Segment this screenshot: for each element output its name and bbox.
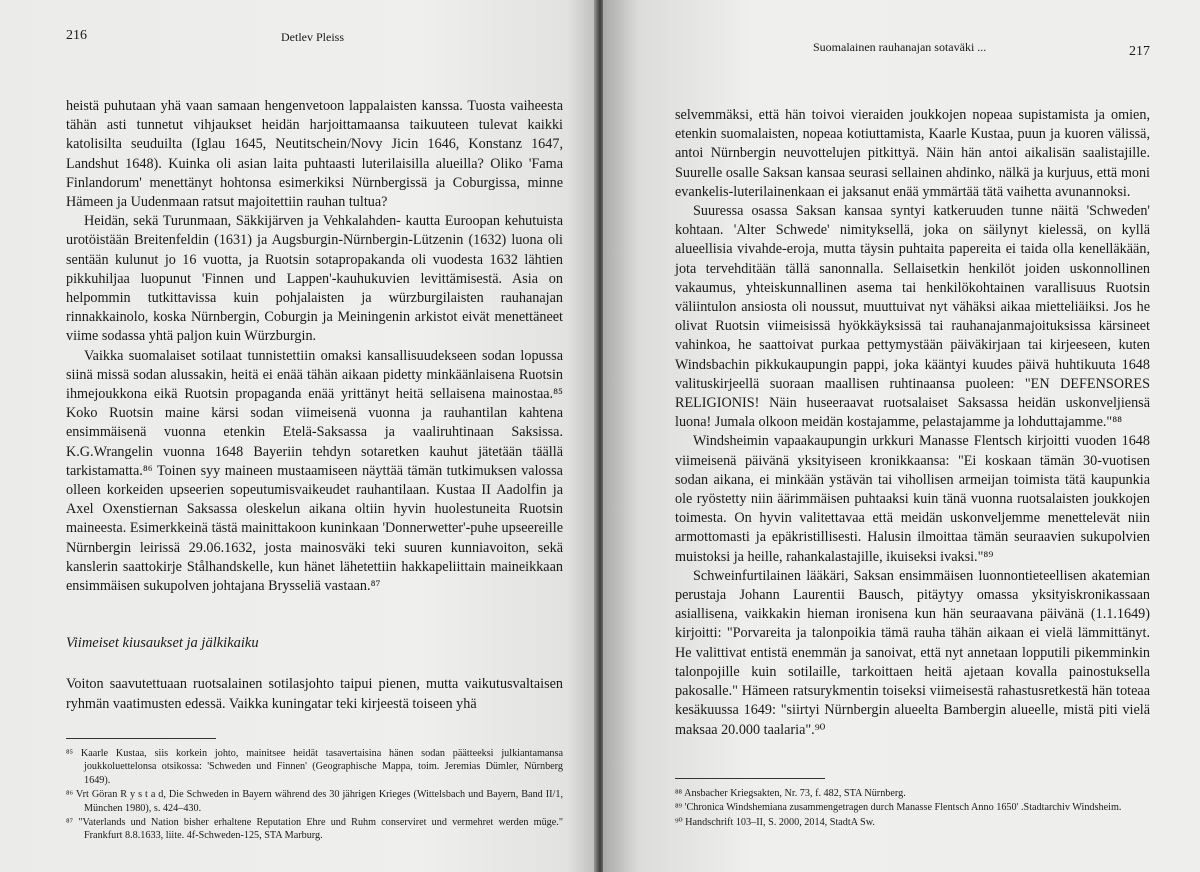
right-page: [603, 0, 1200, 872]
section-heading: Viimeiset kiusaukset ja jälkikaiku: [66, 635, 259, 652]
left-page-number: 216: [66, 28, 87, 43]
left-page: [0, 0, 597, 872]
right-paragraph-3: Windsheimin vapaakaupungin urkkuri Manasse Flentsch kirjoitti vuoden 1648 viimeisenä päivänä yksityiseen kronikkaansa: "Ei koskaan tämän 30-vuotisen sodan aikana, ei minkään ystävän tai vihollisen armeijan toimista tätä kaupunkia ole ryöstetty niin äärimmäisen puhtaaksi kuin tänä vuonna ruotsalaisten joukkojen toimesta. On hyvin valitettavaa että meidän uskonveljemme menettelevät niin armottomasti ja epäkristillisesti. Halusin ilmoittaa tämän seuraavien sukupolvien muistoksi ja heille, rahankalastajille, ikuiseksi ivaksi."⁸⁹: [675, 433, 1150, 565]
right-running-title: Suomalainen rauhanajan sotaväki ...: [813, 40, 987, 54]
right-footnotes: [675, 787, 1150, 829]
left-footnote-rule: [66, 738, 216, 739]
right-paragraph-2: Suuressa osassa Saksan kansaa syntyi katkeruuden tunne näitä 'Schweden' kohtaan. 'Alter Schwede' nimityksellä, joka on säilynyt kielessä, on kyllä alueellisia vivahde-eroja, mutta täysin puhtaita papereita ei taida olla kenelläkään, jota tervehditään tällä sanonnalla. Sellaisetkin henkilöt joiden uskonnollinen vakaumus, yhteiskunnallinen asema tai henkilökohtainen varallisuus Ruotsin väliintulon ansiosta oli noussut, muuttuivat nyt vähäksi aikaa mietteliäiksi. Jos he olivat Ruotsin viimeisissä hyökkäyksissä tai rauhanajanmajoituksissa kärsineet vahinkoa, he saattoivat purkaa pettymystään päiväkirjaan tai kirjeeseen, kuten Windsbachin pikkukaupungin pappi, joka kääntyi kuudes päivä huhtikuuta 1648 valituskirjeellä suoraan maallisen ruhtinaansa puoleen: "EN DEFENSORES RELIGIONIS! Näin huseeraavat ruotsalaiset Saksassa heidän uskonveljiensä luona! Jumala olkoon meidän kostajamme, pelastajamme ja lohduttajamme."⁸⁸: [675, 203, 1150, 431]
footnote-86: ⁸⁶ Vrt Göran R y s t a d, Die Schweden in Bayern während des 30 jährigen Krieges (Wittelsbach und Bayern, Band II/1, München 1980), s. 424–430.: [66, 789, 563, 814]
left-running-title: Detlev Pleiss: [281, 30, 344, 44]
right-body-text: [675, 106, 1150, 740]
left-paragraph-1: heistä puhutaan yhä vaan samaan hengenvetoon lappalaisten kanssa. Tuosta vaiheesta tähän asti tunnetut vihjaukset heidän harjoittamaansa taikuuteen tulevat kaikki katolisilta seuduilta (Iglau 1645, Neutitschein/Novy Jicin 1646, Konstanz 1647, Landshut 1648). Kuinka oli asian laita puhtaasti luterilaisilla alueilla? Oliko 'Fama Finlandorum' menettänyt hohtonsa esimerkiksi Nürnbergissä ja Coburgissa, minne Hämeen ja Uudenmaan ratsut majoitettiin rauhan tultua?: [66, 98, 563, 211]
right-paragraph-4: Schweinfurtilainen lääkäri, Saksan ensimmäisen luonnontieteellisen akatemian perustaja Johann Laurentii Bausch, pitäytyy omassa yksityiskronikassaan asiallisena, vaikkakin hieman ironisena kun hän seuraavana päivänä (1.1.1649) kirjoitti: "Porvareita ja talonpoikia tämä rauha tähän aikaan ei vielä lämmittänyt. He valittivat entistä enemmän ja sanoivat, että nyt annetaan lopputili pikemminkin talonpojille kuin sotilaille, tarkoittaen heitä ajetaan kovalla painostuksella pakosalle." Hämeen ratsurykmentin toiseksi viimeisestä rahastusretkestä hän toteaa kesäkuussa 1649: "siirtyi Nürnbergin alueelta Bambergin alueelle, mistä piti vielä maksaa 20.000 taalaria".⁹⁰: [675, 567, 1150, 738]
right-paragraph-1: selvemmäksi, että hän toivoi vieraiden joukkojen nopeaa supistamista ja omien, etenkin suomalaisten, nopeaa kotiuttamista, Kaarle Kustaa, puun ja kuoren välissä, antoi Nürnbergin neuvottelujen pitkittyä. Näin hän antoi aikalisän saalistajille. Suurelle osalle Saksan kansaa seurasi sellainen ahdinko, nälkä ja kurjuus, että moni evankelis-luterilainenkaan ei jaksanut enää ymmärtää tätä vaihetta avunannoksi.: [675, 107, 1150, 200]
left-body-text: [66, 97, 563, 714]
footnote-90: ⁹⁰ Handschrift 103–II, S. 2000, 2014, StadtA Sw.: [675, 816, 875, 828]
right-running-head: [675, 24, 1150, 59]
footnote-85: ⁸⁵ Kaarle Kustaa, siis korkein johto, mainitsee heidät tasavertaisina hänen sodan päätteeksi julkiantamansa joukkoluettelonsa otsikossa: 'Schweden und Finnen' (Geographische Mappa, toim. Jeremias Dümler, Nürnberg 1649).: [66, 747, 563, 786]
left-paragraph-3: Vaikka suomalaiset sotilaat tunnistettiin omaksi kansallisuudekseen sodan lopussa siinä missä sodan alussakin, heitä ei enää tähän aikaan pidetty minkäänlaisena Ruotsin ihmejoukkona eikä Ruotsin propaganda enää yrittänyt heitä sellaisena mainostaa.⁸⁵ Koko Ruotsin maine kärsi sodan viimeisenä vuonna ja rauhantilan kahtena ensimmäisenä vuonna etenkin Etelä-Saksassa ja vaaliruhtinaan Saksissa. K.G.Wrangelin vuonna 1648 Bayeriin tehdyn sotaretken kauhut jätetään täällä tarkistamatta.⁸⁶ Toinen syy maineen mustaamiseen näyttää tämän tutkimuksen valossa olleen korkeiden upseerien sopeutumisvaikeudet rauhantilaan. Kustaa II Aadolfin ja Axel Oxenstiernan Saksassa oleskelun aikana oltiin hyvin huolestuneita Ruotsin maineesta. Esimerkkeinä tästä mainittakoon kuninkaan 'Donnerwetter'-puhe upseereille Nürnbergin leirissä 29.06.1632, josta mainosväki teki suuren kunniavoiton, sekä kanslerin saattokirje Stålhandskelle, kun hänet lähetettiin hakkapeliittain maineikkaan ensimmäisen sukupolven johtajana Brysseliä vastaan.⁸⁷: [66, 347, 563, 595]
left-footnotes: [66, 747, 563, 843]
footnote-87: ⁸⁷ "Vaterlands und Nation bisher erhaltene Reputation Ehre und Ruhm conserviret und vermehret werden müge." Frankfurt 8.8.1633, liite. 4f-Schweden-125, STA Marburg.: [66, 816, 563, 842]
left-running-head: [66, 24, 563, 54]
footnote-88: ⁸⁸ Ansbacher Kriegsakten, Nr. 73, f. 482, STA Nürnberg.: [675, 787, 906, 799]
right-footnote-rule: [675, 778, 825, 779]
right-page-number: 217: [1129, 44, 1150, 59]
left-paragraph-2: Heidän, sekä Turunmaan, Säkkijärven ja Vehkalahden- kautta Euroopan kehutuista urotöistään Breitenfeldin (1631) ja Augsburgin-Nürnbergin-Lützenin (1632) luona oli sentään kulunut jo 16 vuotta, ja Ruotsin sotapropakanda oli vuodesta 1632 lähtien pikkuhiljaa luopunut 'Finnen und Lappen'-kauhukuvien levittämisestä. Asia on helpommin tutkittavissa kuin pohjalaisten ja würzburgilaisten rauhanajan rinnakkainolo, koska Nürnbergin, Coburgin ja Meiningenin arkistot eivät menettäneet viime sodassa yhtä paljon kuin Würzburgin.: [66, 213, 563, 345]
footnote-89: ⁸⁹ 'Chronica Windshemiana zusammengetragen durch Manasse Flentsch Anno 1650' .Stadtarchiv Windsheim.: [675, 802, 1122, 814]
left-paragraph-after-heading: Voiton saavutettuaan ruotsalainen sotilasjohto taipui pienen, mutta vaikutusvaltaisen ryhmän vaatimusten edessä. Vaikka kuningatar teki kirjeestä toiseen yhä: [66, 676, 563, 712]
